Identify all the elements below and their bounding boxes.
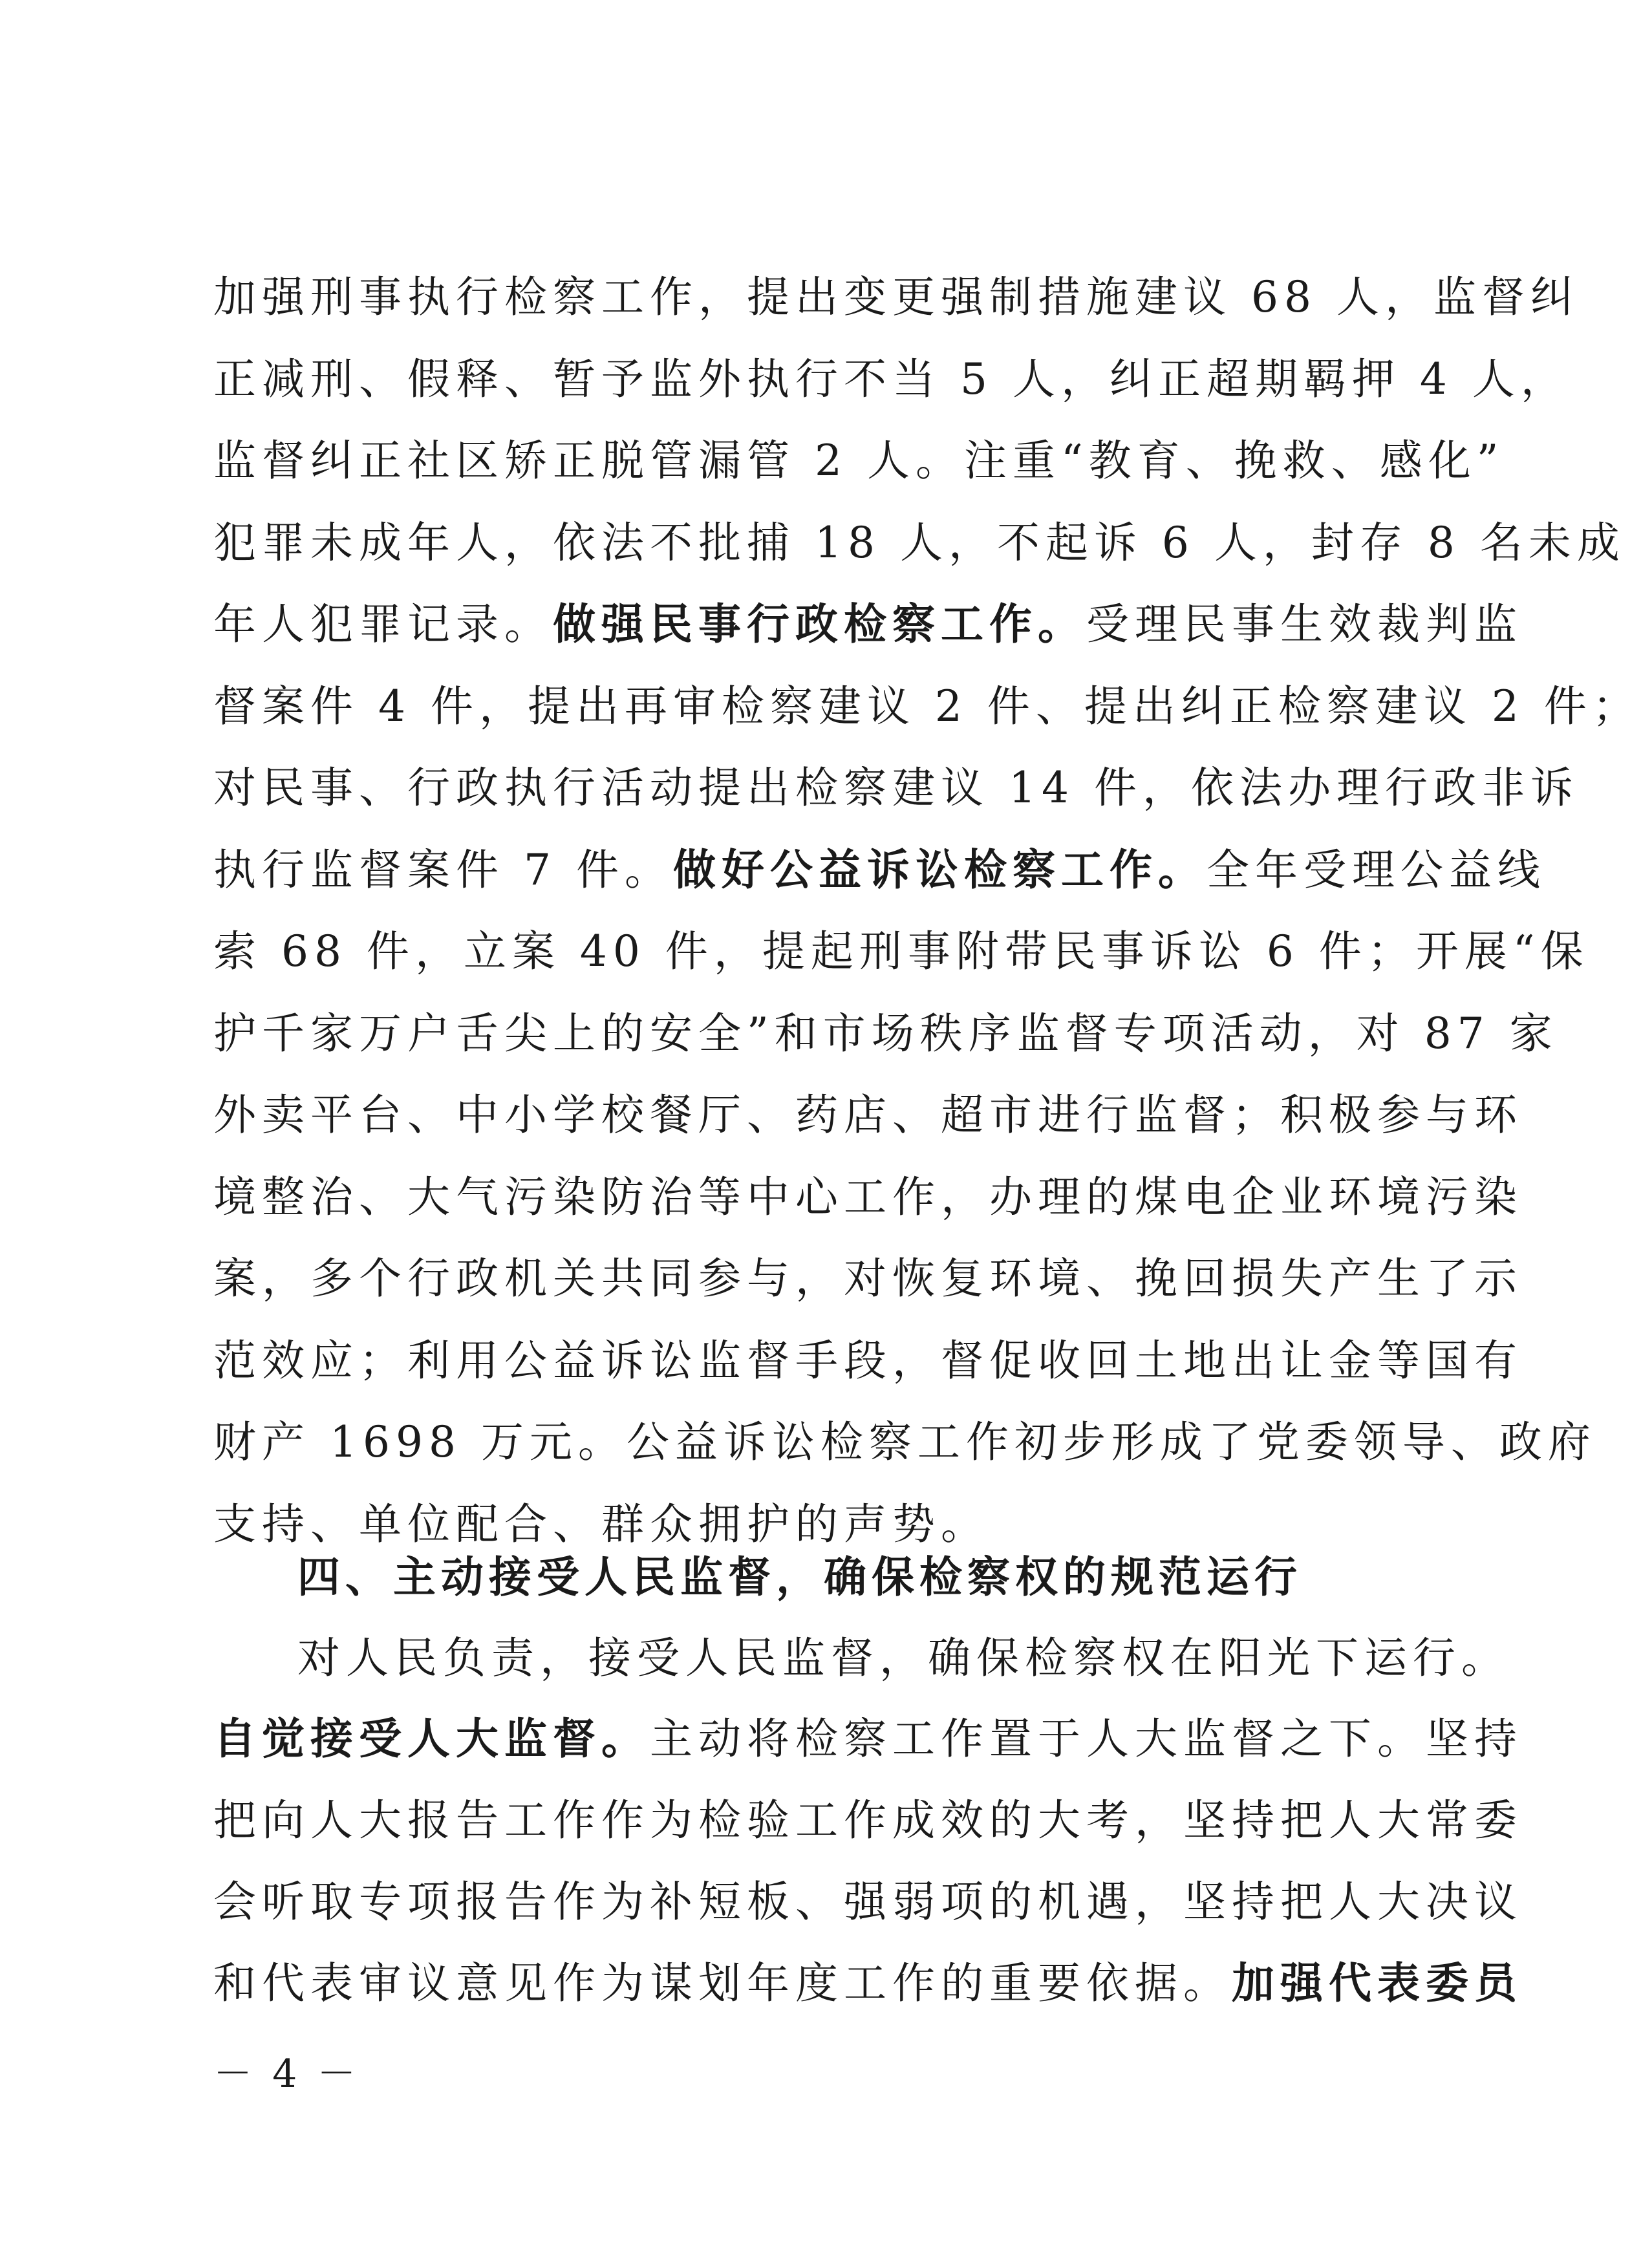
text-run: 和代表审议意见作为谋划年度工作的重要依据。 (213, 1958, 1232, 2008)
text-line (213, 586, 1523, 663)
text-line (213, 1700, 1523, 1778)
text-line (213, 422, 1505, 500)
bold-phrase: 做好公益诉讼检察工作。 (672, 844, 1207, 895)
text-line (213, 913, 1589, 990)
text-line (213, 504, 1625, 582)
text-run: 外卖平台、中小学校餐厅、药店、超市进行监督；积极参与环 (213, 1090, 1523, 1140)
text-run: 全年受理公益线 (1206, 844, 1546, 895)
bold-phrase: 自觉接受人大监督。 (213, 1714, 650, 1764)
text-run: 把向人大报告工作作为检验工作成效的大考，坚持把人大常委 (213, 1795, 1523, 1845)
text-run: 受理民事生效裁判监 (1086, 599, 1523, 649)
text-run: 索 68 件，立案 40 件，提起刑事附带民事诉讼 6 件；开展“保 (213, 926, 1589, 976)
text-line (213, 1945, 1523, 2022)
text-run: 督案件 4 件，提出再审检察建议 2 件、提出纠正检察建议 2 件； (213, 681, 1641, 731)
text-run: 案，多个行政机关共同参与，对恢复环境、挽回损失产生了示 (213, 1254, 1523, 1303)
text-line (213, 1322, 1523, 1400)
text-run: 范效应；利用公益诉讼监督手段，督促收回土地出让金等国有 (213, 1335, 1523, 1385)
page-number: － 4 － (213, 2051, 360, 2097)
text-line (213, 1076, 1523, 1154)
text-run: 正减刑、假释、暂予监外执行不当 5 人，纠正超期羁押 4 人， (213, 354, 1569, 404)
text-line (213, 1404, 1596, 1481)
text-run: 执行监督案件 7 件。 (213, 844, 673, 895)
text-line (213, 668, 1641, 745)
text-line (213, 1782, 1523, 1859)
text-line (213, 1863, 1523, 1941)
bold-phrase: 做强民事行政检察工作。 (553, 599, 1086, 649)
paragraph-first-line: 对人民负责，接受人民监督，确保检察权在阳光下运行。 (297, 1633, 1510, 1683)
text-line (213, 341, 1569, 418)
section-heading: 四、主动接受人民监督，确保检察权的规范运行 (297, 1552, 1302, 1602)
text-line (213, 995, 1558, 1073)
text-line (213, 749, 1579, 827)
text-line (213, 1240, 1523, 1318)
text-run: 犯罪未成年人，依法不批捕 18 人，不起诉 6 人，封存 8 名未成 (213, 517, 1625, 568)
text-run: 财产 1698 万元。公益诉讼检察工作初步形成了党委领导、政府 (213, 1417, 1596, 1467)
text-run: 监督纠正社区矫正脱管漏管 2 人。注重“教育、挽救、感化” (213, 436, 1505, 486)
text-line (213, 831, 1546, 909)
text-run: 护千家万户舌尖上的安全”和市场秩序监督专项活动，对 87 家 (213, 1008, 1558, 1058)
bold-phrase: 加强代表委员 (1232, 1958, 1523, 2008)
text-run: 加强刑事执行检察工作，提出变更强制措施建议 68 人，监督纠 (213, 272, 1579, 322)
text-run: 会听取专项报告作为补短板、强弱项的机遇，坚持把人大决议 (213, 1877, 1523, 1927)
text-line (213, 1159, 1523, 1236)
text-run: 主动将检察工作置于人大监督之下。坚持 (650, 1714, 1523, 1764)
text-run: 境整治、大气污染防治等中心工作，办理的煤电企业环境污染 (213, 1171, 1523, 1222)
text-run: 对民事、行政执行活动提出检察建议 14 件，依法办理行政非诉 (213, 763, 1579, 813)
text-line (213, 259, 1579, 336)
text-run: 支持、单位配合、群众拥护的声势。 (213, 1499, 989, 1549)
text-run: 年人犯罪记录。 (213, 599, 553, 649)
